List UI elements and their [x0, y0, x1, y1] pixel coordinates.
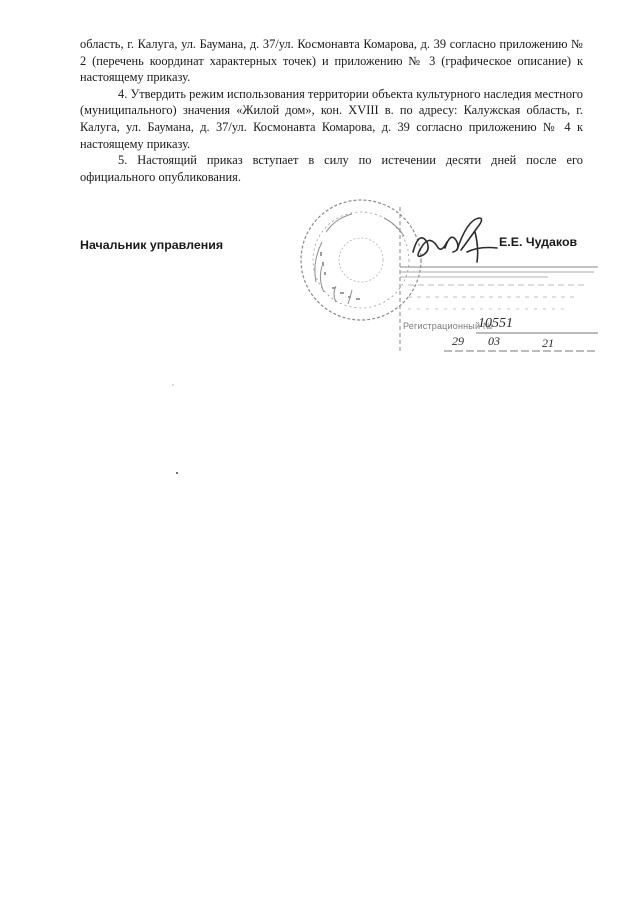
paragraph-continuation: область, г. Калуга, ул. Баумана, д. 37/ул. Космонавта Комарова, д. 39 согласно приложению № 2 (перечень координат характерных точек) и приложению № 3 (графическое описание) к настоящему приказу.	[80, 37, 583, 85]
registration-date-day: 29	[452, 334, 464, 348]
handwritten-signature	[405, 212, 505, 272]
scan-speck	[172, 384, 174, 386]
paragraph-item-5: 5. Настоящий приказ вступает в силу по истечении десяти дней после его официального опубликования.	[80, 153, 583, 184]
registration-number: 10551	[478, 316, 513, 331]
scan-speck	[176, 472, 178, 474]
registration-date-month: 03	[488, 334, 500, 348]
signatory-position: Начальник управления	[80, 238, 224, 252]
registration-label: Регистрационный №	[403, 321, 493, 331]
paragraph-item-4: 4. Утвердить режим использования территории объекта культурного наследия местного (муниципального) значения «Жилой дом», кон. XVIII в. по адресу: Калужская область, г. Калуга, ул. Баумана, д. 37/ул. Космонавта Комарова, д. 39 согласно приложению № 4 к настоящему приказу.	[80, 86, 583, 151]
document-body	[80, 36, 583, 185]
signatory-name: Е.Е. Чудаков	[499, 235, 578, 249]
registration-date-year: 21	[542, 336, 554, 350]
